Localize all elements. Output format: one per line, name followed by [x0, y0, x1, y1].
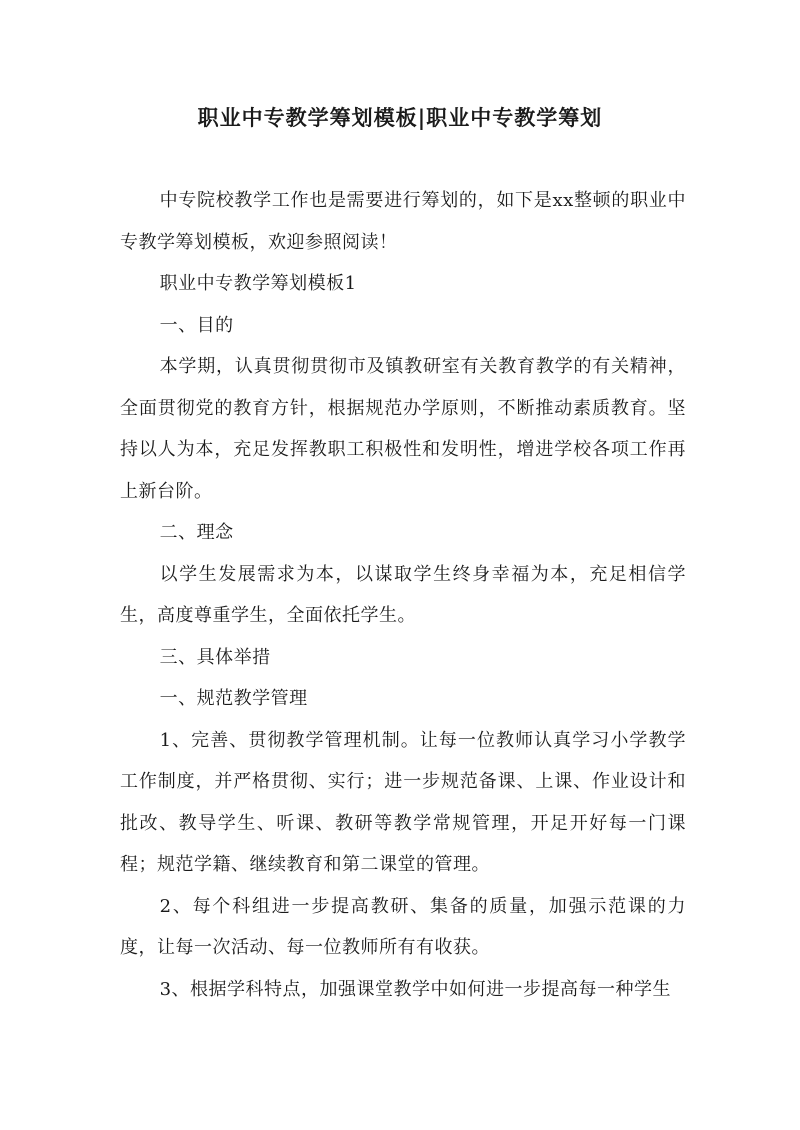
paragraph-item-2: 2、每个科组进一步提高教研、集备的质量，加强示范课的力度，让每一次活动、每一位教师所有有收获。 — [120, 895, 686, 958]
paragraph-intro: 中专院校教学工作也是需要进行筹划的，如下是xx整顿的职业中专教学筹划模板，欢迎参照阅读！ — [120, 190, 686, 253]
document-body — [120, 180, 686, 1010]
section-heading-measures: 三、具体举措 — [159, 646, 271, 668]
section-heading-purpose: 一、目的 — [159, 314, 234, 336]
document-title: 职业中专教学筹划模板|职业中专教学筹划 — [197, 105, 603, 130]
paragraph-template-heading: 职业中专教学筹划模板1 — [159, 273, 357, 294]
paragraph-concept: 以学生发展需求为本，以谋取学生终身幸福为本，充足相信学生，高度尊重学生，全面依托学生。 — [120, 563, 686, 626]
paragraph-item-1: 1、完善、贯彻教学管理机制。让每一位教师认真学习小学教学工作制度，并严格贯彻、实行；进一步规范备课、上课、作业设计和批改、教导学生、听课、教研等教学常规管理，开足开好每一门课程；规范学籍、继续教育和第二课堂的管理。 — [120, 729, 686, 875]
subsection-heading-management: 一、规范教学管理 — [159, 688, 308, 709]
paragraph-purpose: 本学期，认真贯彻贯彻市及镇教研室有关教育教学的有关精神，全面贯彻党的教育方针，根据规范办学原则，不断推动素质教育。坚持以人为本，充足发挥教职工积极性和发明性，增进学校各项工作再上新台阶。 — [120, 356, 686, 502]
paragraph-item-3: 3、根据学科特点，加强课堂教学中如何进一步提高每一种学生 — [159, 978, 672, 1000]
section-heading-concept: 二、理念 — [159, 522, 234, 543]
